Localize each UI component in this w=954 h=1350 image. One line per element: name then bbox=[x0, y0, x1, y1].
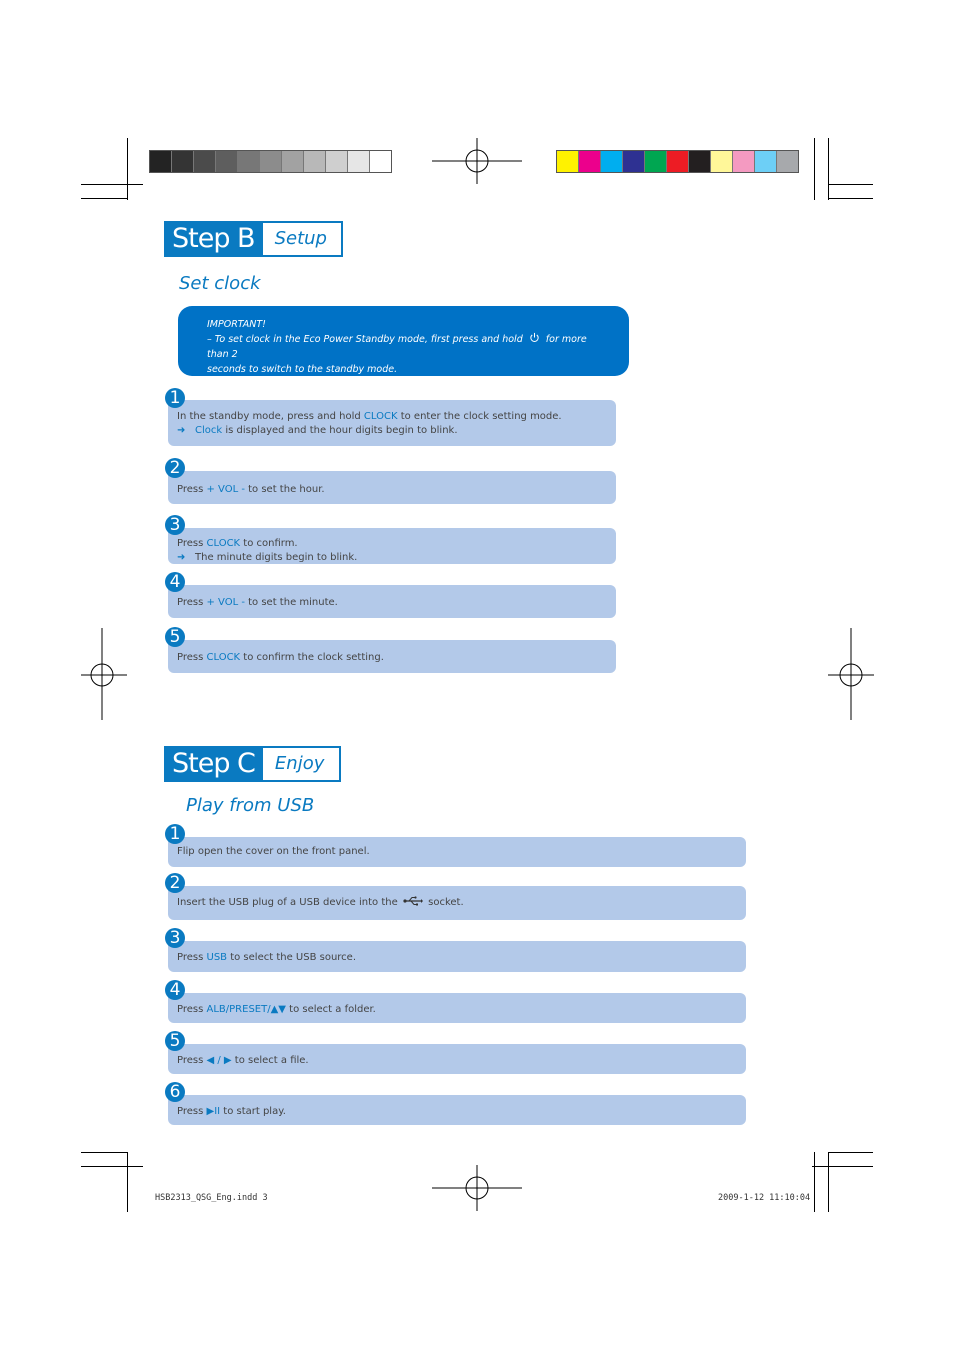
color-swatch bbox=[172, 151, 194, 172]
usb-step-1-text: Flip open the cover on the front panel. bbox=[177, 846, 370, 857]
important-title: IMPORTANT! bbox=[207, 319, 266, 330]
usb-step-4-text: Press ALB/PRESET/▲▼ to select a folder. bbox=[177, 1004, 376, 1015]
grayscale-color-bar bbox=[149, 150, 392, 173]
color-swatch bbox=[601, 151, 623, 172]
usb-step-5-text: Press ◀ / ▶ to select a file. bbox=[177, 1055, 309, 1066]
step-b-label: Step B bbox=[164, 221, 263, 257]
color-swatch bbox=[194, 151, 216, 172]
play-from-usb-title: Play from USB bbox=[186, 795, 315, 816]
color-swatch bbox=[711, 151, 733, 172]
registration-mark-bottom bbox=[432, 1165, 522, 1211]
important-note bbox=[178, 306, 629, 376]
color-swatch bbox=[326, 151, 348, 172]
color-swatch bbox=[777, 151, 798, 172]
color-swatch bbox=[348, 151, 370, 172]
step-c-label: Step C bbox=[164, 746, 263, 782]
clock-step-5-text: Press CLOCK to confirm the clock setting. bbox=[177, 652, 384, 663]
clock-step-1-number: 1 bbox=[165, 388, 185, 408]
color-swatch bbox=[623, 151, 645, 172]
usb-step-2-number: 2 bbox=[165, 873, 185, 893]
clock-step-5-number: 5 bbox=[165, 627, 185, 647]
color-swatch bbox=[579, 151, 601, 172]
usb-icon bbox=[403, 896, 423, 906]
color-swatch bbox=[370, 151, 391, 172]
step-b-header bbox=[164, 221, 343, 257]
color-swatch bbox=[667, 151, 689, 172]
clock-step-4-number: 4 bbox=[165, 572, 185, 592]
important-line-2: seconds to switch to the standby mode. bbox=[207, 364, 398, 375]
color-swatch bbox=[755, 151, 777, 172]
color-swatch bbox=[260, 151, 282, 172]
step-c-header bbox=[164, 746, 341, 782]
important-line-1: – To set clock in the Eco Power Standby mode, first press and hold for more than 2 bbox=[207, 334, 587, 360]
clock-step-2-text: Press + VOL - to set the hour. bbox=[177, 484, 325, 495]
registration-mark-right bbox=[828, 628, 874, 720]
clock-step-1-text: In the standby mode, press and hold CLOCK to enter the clock setting mode. ➜ Clock is displayed and the hour digits begin to blink. bbox=[177, 411, 562, 436]
color-swatch bbox=[216, 151, 238, 172]
color-swatch bbox=[282, 151, 304, 172]
process-color-bar bbox=[556, 150, 799, 173]
power-icon bbox=[529, 332, 540, 343]
clock-step-2-number: 2 bbox=[165, 458, 185, 478]
color-swatch bbox=[645, 151, 667, 172]
color-swatch bbox=[557, 151, 579, 172]
color-swatch bbox=[150, 151, 172, 172]
usb-step-5-number: 5 bbox=[165, 1031, 185, 1051]
usb-step-4-number: 4 bbox=[165, 980, 185, 1000]
step-b-subtitle: Setup bbox=[263, 221, 343, 257]
usb-step-3-number: 3 bbox=[165, 928, 185, 948]
registration-mark-left bbox=[81, 628, 127, 720]
usb-step-2-text: Insert the USB plug of a USB device into the socket. bbox=[177, 897, 464, 908]
clock-step-3-number: 3 bbox=[165, 515, 185, 535]
step-c-subtitle: Enjoy bbox=[263, 746, 341, 782]
usb-step-1-number: 1 bbox=[165, 824, 185, 844]
slug-timestamp: 2009-1-12 11:10:04 bbox=[718, 1193, 811, 1203]
arrow-icon: ➜ bbox=[177, 425, 186, 436]
usb-step-3-text: Press USB to select the USB source. bbox=[177, 952, 357, 963]
set-clock-title: Set clock bbox=[179, 273, 261, 294]
arrow-icon: ➜ bbox=[177, 552, 186, 563]
usb-step-6-text: Press ▶II to start play. bbox=[177, 1106, 286, 1117]
registration-mark-top bbox=[432, 138, 522, 184]
color-swatch bbox=[733, 151, 755, 172]
color-swatch bbox=[238, 151, 260, 172]
color-swatch bbox=[304, 151, 326, 172]
usb-step-6-number: 6 bbox=[165, 1082, 185, 1102]
color-swatch bbox=[689, 151, 711, 172]
slug-filename: HSB2313_QSG_Eng.indd 3 bbox=[155, 1193, 268, 1203]
clock-step-4-text: Press + VOL - to set the minute. bbox=[177, 597, 338, 608]
clock-step-3-text: Press CLOCK to confirm. ➜ The minute digits begin to blink. bbox=[177, 538, 358, 563]
